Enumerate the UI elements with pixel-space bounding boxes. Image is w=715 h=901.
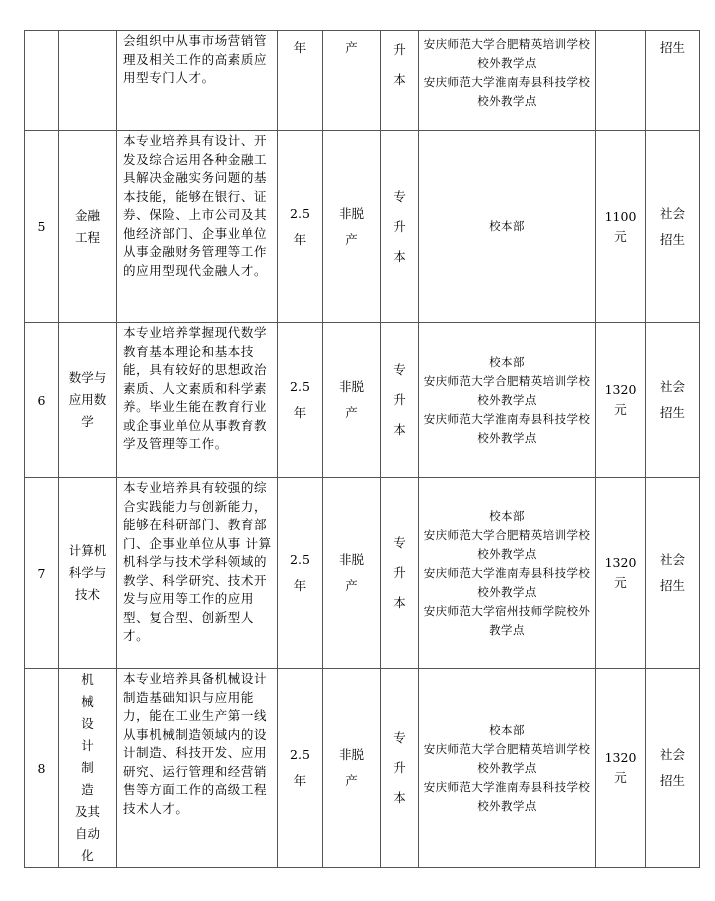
teaching-location: 校本部 安庆师范大学合肥精英培训学校校外教学点 安庆师范大学淮南寿县科技学校校外教学点	[419, 323, 596, 478]
remarks: 社会 招生	[646, 669, 700, 868]
tuition-fee: 1100 元	[596, 131, 646, 323]
study-form: 非脱 产	[323, 669, 381, 868]
teaching-location: 校本部 安庆师范大学合肥精英培训学校校外教学点 安庆师范大学淮南寿县科技学校校外教学点	[419, 669, 596, 868]
training-objective: 本专业培养具有设计、开发及综合运用各种金融工具解决金融实务问题的基本技能，能够在银行、证券、保险、上市公司及其他经济部门、企事业单位从事金融财务管理等工作的应用型现代金融人才。	[117, 131, 278, 323]
major-name: 机 械 设 计 制 造 及其 自动 化	[59, 669, 117, 868]
table-row	[25, 323, 700, 478]
study-form: 产	[323, 31, 381, 131]
remarks: 社会 招生	[646, 478, 700, 669]
training-objective: 本专业培养具有较强的综合实践能力与创新能力，能够在科研部门、教育部门、企事业单位从事 计算机科学与技术学科领域的教学、科学研究、技术开发与应用等工作的应用型、复合型、创新型人才。	[117, 478, 278, 669]
remarks: 社会 招生	[646, 131, 700, 323]
table-row	[25, 131, 700, 323]
tuition-fee: 1320 元	[596, 478, 646, 669]
remarks: 社会 招生	[646, 323, 700, 478]
row-number: 8	[25, 669, 59, 868]
training-objective: 会组织中从事市场营销管理及相关工作的高素质应用型专门人才。	[117, 31, 278, 131]
row-number	[25, 31, 59, 131]
row-number: 5	[25, 131, 59, 323]
row-number: 7	[25, 478, 59, 669]
major-name	[59, 31, 117, 131]
education-level: 专 升 本	[381, 131, 419, 323]
education-level: 专 升 本	[381, 478, 419, 669]
study-duration: 年	[278, 31, 323, 131]
remarks: 招生	[646, 31, 700, 131]
row-number: 6	[25, 323, 59, 478]
teaching-location: 校本部 安庆师范大学合肥精英培训学校校外教学点 安庆师范大学淮南寿县科技学校校外教学点 安庆师范大学宿州技师学院校外教学点	[419, 478, 596, 669]
study-form: 非脱 产	[323, 478, 381, 669]
education-level: 专 升 本	[381, 323, 419, 478]
teaching-location: 校本部	[419, 131, 596, 323]
major-name: 数学与 应用数 学	[59, 323, 117, 478]
tuition-fee	[596, 31, 646, 131]
table-row	[25, 478, 700, 669]
major-name: 金融 工程	[59, 131, 117, 323]
table-row	[25, 669, 700, 868]
study-form: 非脱 产	[323, 131, 381, 323]
study-duration: 2.5 年	[278, 131, 323, 323]
education-level: 专 升 本	[381, 669, 419, 868]
study-form: 非脱 产	[323, 323, 381, 478]
training-objective: 本专业培养掌握现代数学教育基本理论和基本技能，具有较好的思想政治素质、人文素质和科学素养。毕业生能在教育行业或企事业单位从事教育教学及管理等工作。	[117, 323, 278, 478]
education-level: 升 本	[381, 31, 419, 131]
program-table	[24, 30, 700, 868]
teaching-location: 安庆师范大学合肥精英培训学校校外教学点 安庆师范大学淮南寿县科技学校校外教学点	[419, 31, 596, 131]
tuition-fee: 1320 元	[596, 323, 646, 478]
study-duration: 2.5 年	[278, 323, 323, 478]
training-objective: 本专业培养具备机械设计制造基础知识与应用能力，能在工业生产第一线从事机械制造领域内的设计制造、科技开发、应用研究、运行管理和经营销售等方面工作的高级工程技术人才。	[117, 669, 278, 868]
study-duration: 2.5 年	[278, 669, 323, 868]
tuition-fee: 1320 元	[596, 669, 646, 868]
study-duration: 2.5 年	[278, 478, 323, 669]
major-name: 计算机 科学与 技术	[59, 478, 117, 669]
table-row	[25, 31, 700, 131]
